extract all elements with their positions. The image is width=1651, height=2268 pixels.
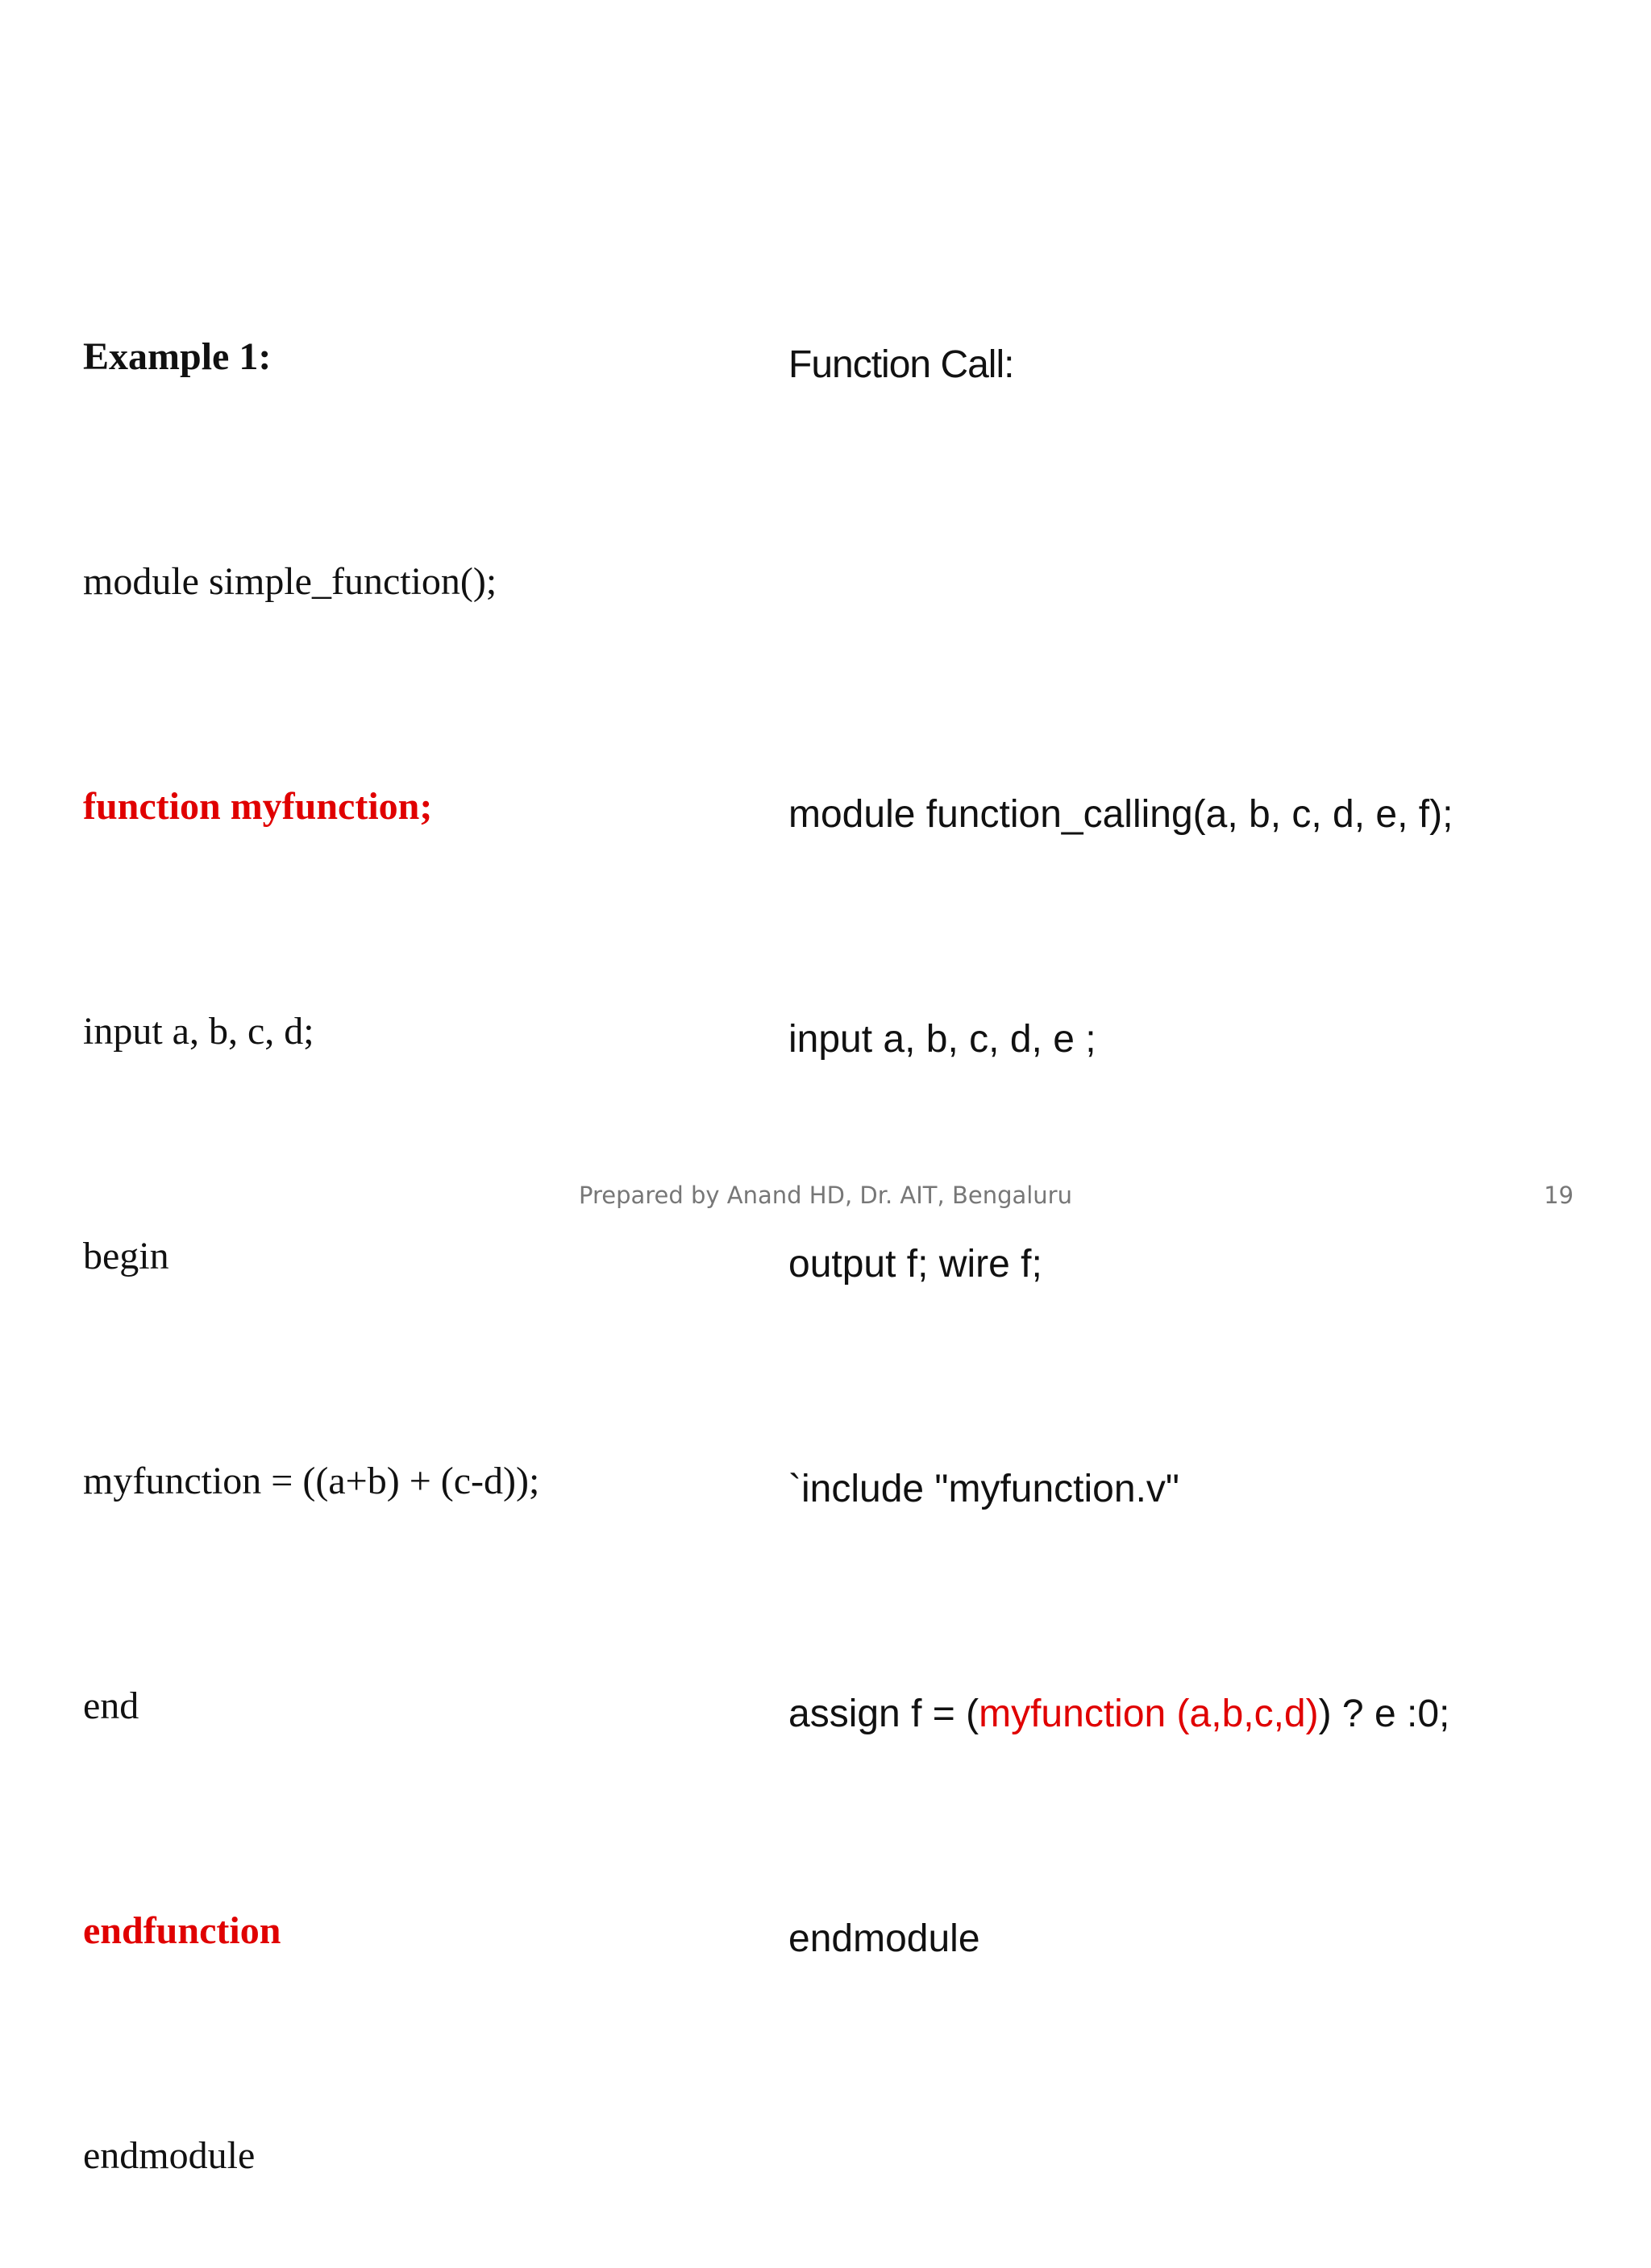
code-line: myfunction = ((a+b) + (c-d)); xyxy=(83,1460,540,1502)
code-line: endmodule xyxy=(83,2134,256,2177)
code-line-function-keyword: function myfunction; xyxy=(83,785,433,828)
function-call-highlight: myfunction (a,b,c,d) xyxy=(979,1693,1319,1735)
blank-line xyxy=(788,552,1453,627)
code-line-endfunction-keyword: endfunction xyxy=(83,1909,281,1952)
assign-prefix: assign f = ( xyxy=(788,1693,979,1735)
code-line: input a, b, c, d; xyxy=(83,1010,314,1053)
example-title: Example 1: xyxy=(83,335,272,378)
page-number: 19 xyxy=(1544,1182,1574,1209)
code-line-assign xyxy=(788,1676,1453,1751)
code-line: module function_calling(a, b, c, d, e, f); xyxy=(788,793,1453,836)
code-line: begin xyxy=(83,1235,169,1277)
code-line: output f; wire f; xyxy=(788,1243,1042,1286)
function-call-code-block xyxy=(788,177,1453,2051)
code-line: `include "myfunction.v" xyxy=(788,1468,1179,1510)
code-line: end xyxy=(83,1684,139,1727)
code-line: endmodule xyxy=(788,1917,980,1960)
assign-suffix: ) ? e :0; xyxy=(1318,1693,1450,1735)
code-line: input a, b, c, d, e ; xyxy=(788,1018,1096,1061)
example-code-block xyxy=(83,169,539,2268)
code-line: module simple_function(); xyxy=(83,560,497,603)
footer-credit: Prepared by Anand HD, Dr. AIT, Bengaluru xyxy=(578,1182,1072,1209)
function-call-title: Function Call: xyxy=(788,343,1014,386)
